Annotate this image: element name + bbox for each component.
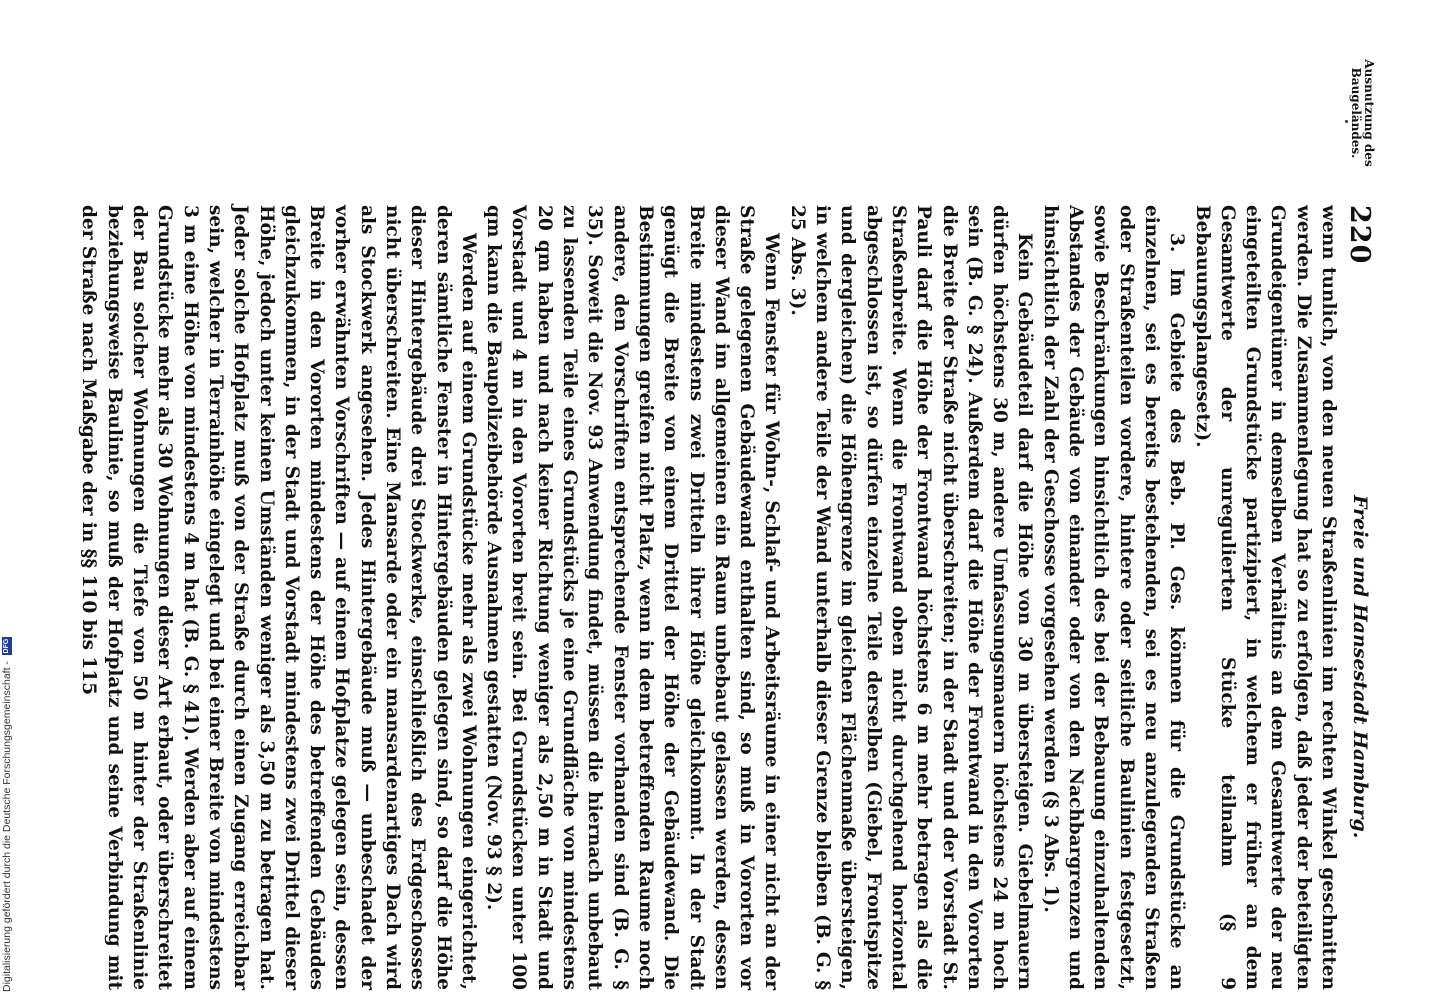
dfg-logo: DFG [3, 638, 10, 654]
paragraph: Wenn Fenster für Wohn-, Schlaf- und Arbeitsräume in einer nicht an der Straße gelegenen Gebäudewand enthalten sind, so muß in Vororten vor dieser Wand im allgemeinen ein Raum unbebaut gelassen werden, dessen Breite mindestens zwei Dritteln ihrer Höhe gleichkommt. In der Stadt genügt die Breite von einem Drittel der Höhe der Gebäudewand. Die Bestimmungen greifen nicht Platz, wenn in dem betreffenden Raume noch andere, den Vorschriften entsprechende Fenster vorhanden sind (B. G. § 35). Soweit die Nov. 93 Anwendung findet, müssen die hiernach unbebaut zu lassenden Teile eines Grundstücks je eine Grundfläche von mindestens 20 qm haben und nach keiner Richtung weniger als 2,50 m in Stadt und Vorstadt und 4 m in den Vororten breit sein. Bei Grundstücken unter 100 qm kann die Baupolizeibehörde Ausnahmen gestatten (Nov. 93 § 2). [483, 205, 783, 990]
margin-note [1349, 58, 1455, 198]
paragraph: Werden auf einem Grundstücke mehr als zwei Wohnungen eingerichtet, deren sämtliche Fenster in Hintergebäuden gelegen sind, so darf die Höhe dieser Hintergebäude drei Stockwerke, einschließlich des Erdgeschosses nicht überschreiten. Eine Mansarde oder ein mansardenartiges Dach wird als Stockwerk angesehen. Jedes Hintergebäude muß — unbeschadet der vorher erwähnten Vorschriften — auf einem Hofplatze gelegen sein, dessen Breite in den Vororten mindestens der Höhe des betreffenden Gebäudes gleichzukommen, in der Stadt und Vorstadt mindestens zwei Drittel dieser Höhe, jedoch unter keinen Umständen weniger als 3,50 m zu betragen hat. Jeder solche Hofplatz muß von der Straße durch einen Zugang erreichbar sein, welcher in Terrainhöhe eingelegt und bei einer Breite von mindestens 3 m eine Höhe von mindestens 4 m hat (B. G. § 41). Werden aber auf einem Grundstücke mehr als 30 Wohnungen dieser Art erbaut, oder überschreitet der Bau solcher Wohnungen die Tiefe von 50 m hinter der Straßenlinie beziehungsweise Baulinie, so muß der Hofplatz und seine Verbindung mit der Straße nach Maßgabe der in §§ 110 bis 115 [78, 205, 479, 990]
paragraph: Kein Gebäudeteil darf die Höhe von 30 m übersteigen. Giebelmauern dürfen höchstens 30 m, andere Umfassungsmauern höchstens 24 m hoch sein (B. G. § 24). Außerdem darf die Höhe der Frontwand in den Vororten die Breite der Straße nicht überschreiten; in der Stadt und der Vorstadt St. Pauli darf die Höhe der Frontwand höchstens 6 m mehr betragen als die Straßenbreite. Wenn die Frontwand oben nicht durchgehend horizontal abgeschlossen ist, so dürfen einzelne Teile derselben (Giebel, Frontspitze und dergleichen) die Höhengrenze im gleichen Flächenmaße übersteigen, in welchem andere Teile der Wand unterhalb dieser Grenze bleiben (B. G. § 25 Abs. 3). [786, 205, 1036, 990]
margin-note-text: Ausnutzung des Baugeländes. [1349, 59, 1376, 167]
paragraph: 3. Im Gebiete des Beb. Pl. Ges. können für die Grundstücke an einzelnen, sei es bereits bestehenden, sei es neu anzulegenden Straßen oder Straßenteilen vordere, hintere oder seitliche Baulinien festgesetzt, sowie Beschränkungen hinsichtlich des bei der Bebauung einzuhaltenden Abstandes der Gebäude von einander oder von den Nachbargrenzen und hinsichtlich der Zahl der Geschosse vorgesehen werden (§ 3 Abs. 1). [1039, 205, 1188, 990]
running-head: Freie und Hansestadt Hamburg. [1349, 495, 1371, 839]
page-number: 220 [1344, 205, 1375, 265]
digitization-credit [0, 0, 14, 1000]
body-text [76, 205, 1341, 990]
credit-text: Digitalisierung gefördert durch die Deutsche Forschungsgemeinschaft - [1, 661, 13, 992]
page-body [78, 205, 1375, 990]
page-header [1335, 205, 1375, 990]
margin-mark [1345, 120, 1348, 123]
paragraph: wenn tunlich, von den neuen Straßenlinien im rechten Winkel geschnitten werden. Die Zusammenlegung hat so zu erfolgen, daß jeder der beteiligten Grundeigentümer in demselben Verhältnis an dem Gesamtwerte der neu eingeteilten Grundstücke partizipiert, in welchem er früher an dem Gesamtwerte der unregulierten Stücke teilnahm (§ 9 Bebauungsplangesetz). [1191, 205, 1339, 990]
